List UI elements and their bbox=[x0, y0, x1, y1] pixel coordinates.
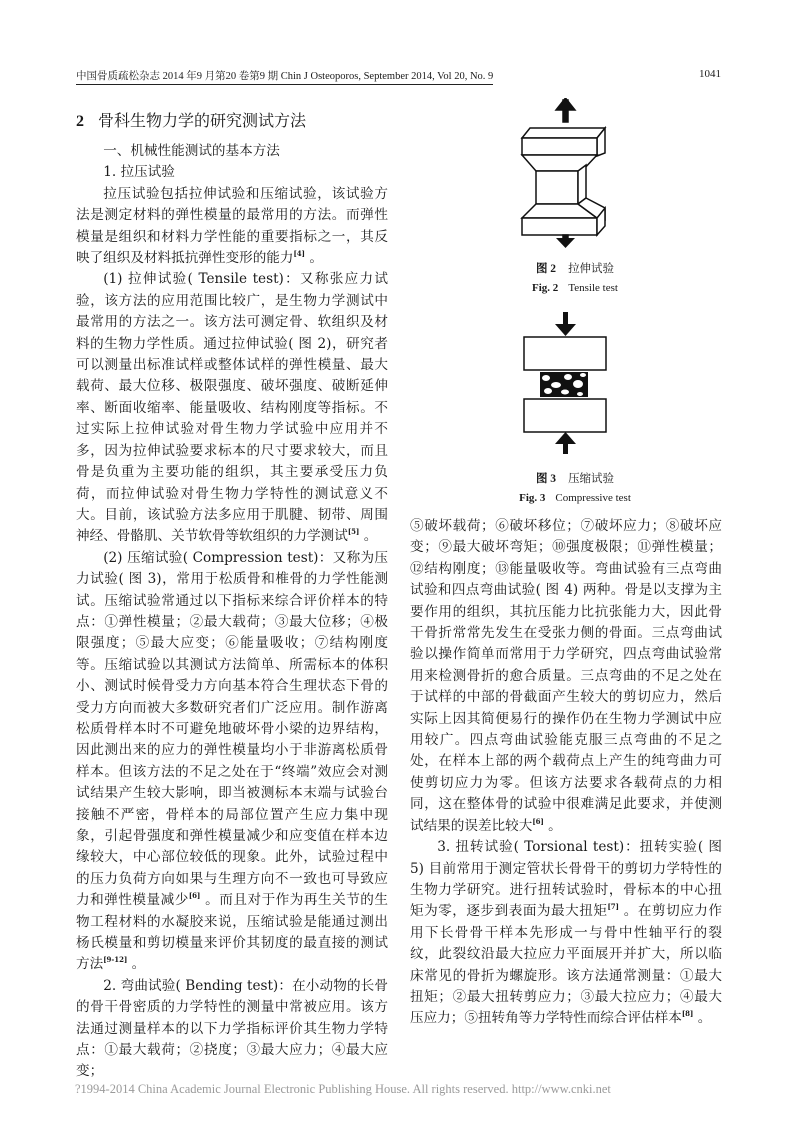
punct: 。 bbox=[305, 250, 323, 267]
citation: [6] bbox=[188, 891, 201, 901]
arrow-down-icon bbox=[555, 324, 576, 336]
paragraph-tensile bbox=[76, 269, 388, 547]
punct: 。 bbox=[359, 528, 378, 545]
specimen-neck bbox=[536, 171, 578, 204]
figure-title: 拉伸试验 bbox=[568, 261, 615, 275]
figure-title: 压缩试验 bbox=[568, 471, 615, 485]
paragraph-compression bbox=[76, 548, 388, 976]
top-platen bbox=[524, 337, 606, 370]
paragraph-text: 3. 扭转试验( Torsional test)：扭转实验( 图 5) 目前常用于测定管状长骨骨干的剪切力学特性的生物力学研究。进行扭转试验时，骨标本的中心扭矩为零，逐步到表面为最大扭矩 bbox=[410, 839, 722, 920]
citation: [7] bbox=[607, 902, 619, 912]
figure-3 bbox=[490, 312, 660, 507]
figure-caption-cn bbox=[490, 258, 660, 279]
citation: [4] bbox=[293, 249, 305, 259]
section-number: 2 bbox=[76, 113, 84, 130]
paragraph-text: (2) 压缩试验( Compression test)：又称为压力试验( 图 3)，常用于松质骨和椎骨的力学性能测试。压缩试验常通过以下指标来综合评价样本的特点：①弹性模量；②最大载荷；③最大位移；④极限强度；⑤最大应变；⑥能量吸收；⑦结构刚度等。压缩试验以其测试方法简单、所需标本的体积小、测试时候骨受力方向基本符合生理状态下骨的受力方向而被大多数研究者们广泛应用。制作游离松质骨样本时不可避免地破坏骨小梁的边界结构，因此测出来的应力的弹性模量均小于非游离松质骨样本。但该方法的不足之处在于“终端”效应会对测试结果产生较大影响，即当被测标本末端与试验台接触不严密，骨样本的局部位置产生应力集中现象，引起骨强度和弹性模量减少和应变值在样本边缘较大，中心部位较低的现象。此外，试验过程中的压力负荷方向如果与生理方向不一致也可导致应力和弹性模量减少 bbox=[76, 549, 388, 909]
paragraph-text: 。在剪切应力作用下长骨骨干样本先形成一与骨中性轴平行的裂纹，此裂纹沿最大拉应力平面展开并扩大，所以临床常见的骨折为螺旋形。该方法通常测量：①最大扭矩；②最大扭转剪应力；③最大拉应力；④最大压应力；⑤扭转角等力学特性而综合评估样本 bbox=[410, 903, 722, 1027]
citation: [5] bbox=[347, 527, 360, 537]
paragraph-torsional bbox=[410, 837, 722, 1030]
left-column bbox=[76, 110, 388, 1083]
citation: [8] bbox=[681, 1009, 694, 1019]
journal-citation: 中国骨质疏松杂志 2014 年9 月第20 卷第9 期 Chin J Osteoporos, September 2014, Vol 20, No. 9 bbox=[76, 68, 493, 85]
top-grip bbox=[522, 138, 597, 155]
arrow-up-icon bbox=[556, 98, 575, 110]
running-header bbox=[76, 66, 721, 86]
figure-caption-en bbox=[490, 489, 660, 507]
paragraph-text: ⑤破坏载荷；⑥破坏移位；⑦破坏应力；⑧破坏应变；⑨最大破坏弯矩；⑩强度极限；⑪弹性模量；⑫结构刚度；⑬能量吸收等。弯曲试验有三点弯曲试验和四点弯曲试验( 图 4) 两种。骨是以支撑为主要作用的组织，其抗压能力比抗张能力大，因此骨干骨折常常先发生在受张力侧的骨面。三点弯曲试验以操作简单而常用于力学研究，四点弯曲试验常用来检测骨折的愈合质量。三点弯曲的不足之处在于试样的中部的骨截面产生较大的剪切应力，然后实际上因其简便易行的操作仍在生物力学测试中应用较广。四点弯曲试验能克服三点弯曲的不足之处，在样本上部的两个载荷点上产生的纯弯曲力可使剪切应力为零。但该方法要求各载荷点的力相同，这在整体骨的试验中很难满足此要求，并使测试结果的误差比较大 bbox=[410, 518, 722, 834]
section-heading bbox=[76, 110, 388, 133]
figure-title: Compressive test bbox=[555, 492, 631, 504]
citation: [9-12] bbox=[103, 955, 128, 965]
arrow-down-icon bbox=[556, 238, 575, 248]
bottom-grip bbox=[522, 218, 597, 235]
right-column bbox=[410, 516, 722, 1030]
compressive-test-diagram bbox=[490, 312, 660, 454]
section-title: 骨科生物力学的研究测试方法 bbox=[98, 111, 307, 130]
page-number: 1041 bbox=[699, 68, 721, 80]
figure-2 bbox=[490, 98, 660, 297]
bottom-platen bbox=[524, 399, 606, 432]
subsubsection-heading: 1. 拉压试验 bbox=[103, 164, 175, 181]
paragraph-bending bbox=[76, 976, 388, 1083]
copyright-footer: ?1994-2014 China Academic Journal Electronic Publishing House. All rights reserved. http://www.cnki.net bbox=[75, 1082, 611, 1096]
paragraph-intro bbox=[76, 184, 388, 270]
subsection-heading: 一、机械性能测试的基本方法 bbox=[103, 143, 280, 159]
figure-caption-cn bbox=[490, 468, 660, 489]
figure-label: 图 2 bbox=[535, 263, 557, 275]
figure-label: Fig. 3 bbox=[519, 492, 546, 504]
paragraph-text: 2. 弯曲试验( Bending test)：在小动物的长骨的骨干骨密质的力学特性的测量中常被应用。该方法通过测量样本的以下力学指标评价其生物力学特点：①最大载荷；②挠度；③最大应力；④最大应变； bbox=[76, 977, 388, 1080]
figure-caption-en bbox=[490, 279, 660, 297]
figure-label: 图 3 bbox=[535, 473, 557, 485]
tensile-test-diagram bbox=[490, 98, 660, 248]
paragraph-text: 。而且对于作为再生关节的生物工程材料的水凝胶来说，压缩试验是能通过测出杨氏模量和剪切模量来评价其韧度的最直接的测试方法 bbox=[76, 892, 388, 973]
punct: 。 bbox=[693, 1010, 712, 1027]
figure-title: Tensile test bbox=[568, 282, 618, 294]
paragraph-text: (1) 拉伸试验( Tensile test)：又称张应力试验，该方法的应用范围比较广，是生物力学测试中最常用的方法之一。该方法可测定骨、软组织及材料的生物力学性质。通过拉伸试验( 图 2)，研究者可以测量出标准试样或整体试样的弹性模量、最大载荷、最大位移、极限强度、破坏强度、破断延伸率、断面收缩率、能量吸收、结构刚度等指标。不过实际上拉伸试验对骨生物力学试验中应用并不多，因为拉伸试验要求标本的尺寸要求较大，而且骨是负重为主要功能的组织，其主要承受压力负荷，而拉伸试验对骨生物力学特性的测试意义不大。目前，该试验方法多应用于肌腱、韧带、周围神经、骨骼肌、关节软骨等软组织的力学测试 bbox=[76, 271, 388, 545]
paragraph-text: 拉压试验包括拉伸试验和压缩试验，该试验方法是测定材料的弹性模量的最常用的方法。而弹性模量是组织和材料力学性能的重要指标之一，其反映了组织及材料抵抗弹性变形的能力 bbox=[76, 185, 388, 267]
top-grip-top bbox=[522, 128, 605, 138]
paragraph-bending-cont bbox=[410, 516, 722, 837]
punct: 。 bbox=[127, 956, 146, 973]
figure-label: Fig. 2 bbox=[532, 282, 559, 294]
citation: [6] bbox=[532, 816, 544, 826]
punct: 。 bbox=[543, 817, 562, 834]
